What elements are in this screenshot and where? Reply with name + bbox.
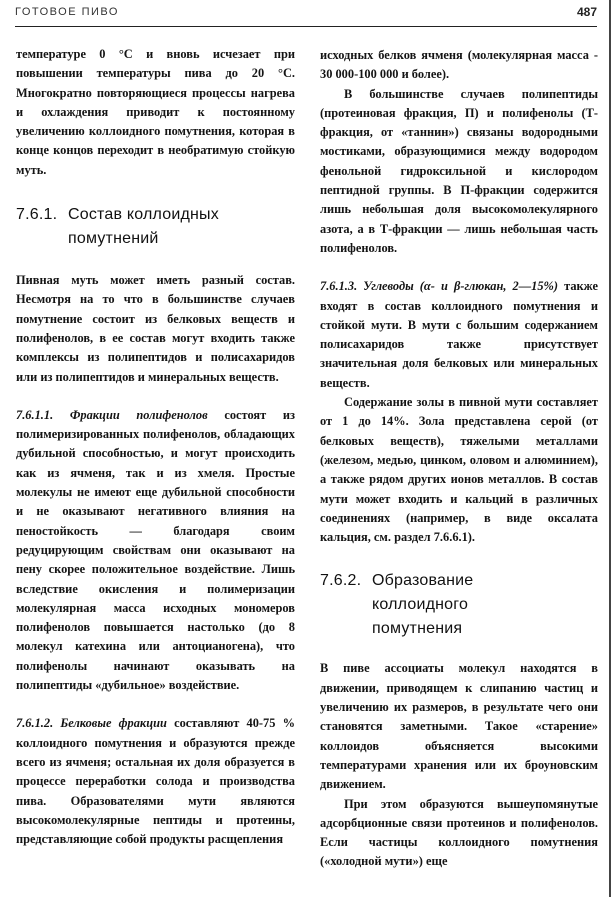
- left-column: [16, 45, 295, 849]
- page-header: [15, 4, 597, 27]
- paragraph-aggregation: В пиве ассоциаты молекул находятся в движении, приводящем к слипанию частиц и увеличению их размеров, в результате чего они становятся заметными. Такое «старение» коллоидов объясняется высокими температурами хранения или их броуновским движением.: [320, 661, 598, 792]
- subsection-lead: 7.6.1.1. Фракции полифенолов: [16, 407, 208, 422]
- running-title: ГОТОВОЕ ПИВО: [15, 6, 119, 18]
- paragraph-continuation: температуре 0 °С и вновь исчезает при повышении температуры пива до 20 °С. Многократно повторяющиеся процессы нагрева и охлаждения приводит к постоянному увеличению коллоидного помутнения, которая в конце концов переходит в необратимую стойкую муть.: [16, 47, 295, 177]
- section-number: 7.6.1.: [16, 206, 58, 224]
- section-heading-7-6-1: [16, 203, 295, 251]
- section-title-line: Образование: [372, 572, 474, 590]
- paragraph-text: также входят в состав коллоидного помутнения и стойкой мути. В мути с большим содержанием полисахаридов также присутствует значительная доля белковых или минеральных веществ.: [320, 279, 599, 390]
- section-heading-7-6-2: [320, 569, 598, 641]
- paragraph-carbohydrates: [320, 277, 598, 393]
- paragraph-ash: Содержание золы в пивной мути составляет от 1 до 14%. Зола представлена серой (от белковых веществ), тяжелыми металлами (железом, медью, цинком, оловом и алюминием), а также рядом других ионов металлов. В состав мути может входить и кальций в различных соединениях (например, в виде оксалата кальция, см. раздел 7.6.6.1).: [320, 395, 598, 545]
- section-title-line: Состав коллоидных: [68, 206, 219, 224]
- spacer: [16, 695, 295, 714]
- right-column: [320, 46, 598, 872]
- paragraph-composition: Пивная муть может иметь разный состав. Несмотря на то что в большинстве случаев помутнение состоит из белковых веществ и полифенолов, в ее состав могут входить также комплексы из полипептидов и полисахаридов или из полипептидов и минеральных веществ.: [16, 273, 295, 384]
- paragraph-text: состоят из полимеризированных полифенолов, обладающих дубильной способностью, и могут происходить как из ячменя, так и из хмеля. Простые молекулы не имеют еще дубильной способности и не оказывают негативного влияния на пеностойкость — благодаря своим редуцирующим свойствам они оказывают на пену скорее положительное воздействие. Лишь вследствие окисления и полимеризации молекулярная масса исходных мономеров полифенолов повышается настолько (до 8 молекул катехина или антоцианогена), что полифенолы начинают оказывать на полипептиды «дубильное» воздействие.: [16, 407, 295, 693]
- section-number: 7.6.2.: [320, 572, 362, 590]
- paragraph-hydrogen-bonds: В большинстве случаев полипептиды (протеиновая фракция, П) и полифенолы (Т-фракция, от «таннин») связаны водородными мостиками, образующимися между водородом фенольной гидроксильной и кислородом пептидной группы. В П-фракции содержится лишь небольшая доля высокомолекулярного азота, а в Т-фракции — лишь небольшая часть полифенолов.: [320, 86, 598, 255]
- paragraph-polyphenols: [16, 406, 295, 695]
- paragraph-text: составляют 40-75 % коллоидного помутнения и образуются прежде всего из ячменя; остальная их доля образуется в процессе переработки солода и производства пива. Образователями мути являются высокомолекулярные пептиды и протеины, представляющие собой продукты расщепления: [16, 716, 296, 847]
- paragraph-continuation: исходных белков ячменя (молекулярная масса - 30 000-100 000 и более).: [320, 48, 598, 82]
- section-title-line: помутнения: [372, 620, 463, 638]
- paragraph-adsorption: При этом образуются вышеупомянутые адсорбционные связи протеинов и полифенолов. Если частицы коллоидного помутнения («холодной мути») еще: [320, 796, 598, 869]
- subsection-lead: 7.6.1.2. Белковые фракции: [16, 716, 167, 731]
- spacer: [320, 258, 598, 277]
- section-title-line: коллоидного: [372, 596, 469, 614]
- spacer: [16, 387, 295, 406]
- section-title-line: помутнений: [68, 230, 159, 248]
- paragraph-protein: [16, 714, 295, 849]
- page-number: 487: [576, 5, 597, 19]
- subsection-lead: 7.6.1.3. Углеводы (α- и β-глюкан, 2—15%): [320, 279, 558, 294]
